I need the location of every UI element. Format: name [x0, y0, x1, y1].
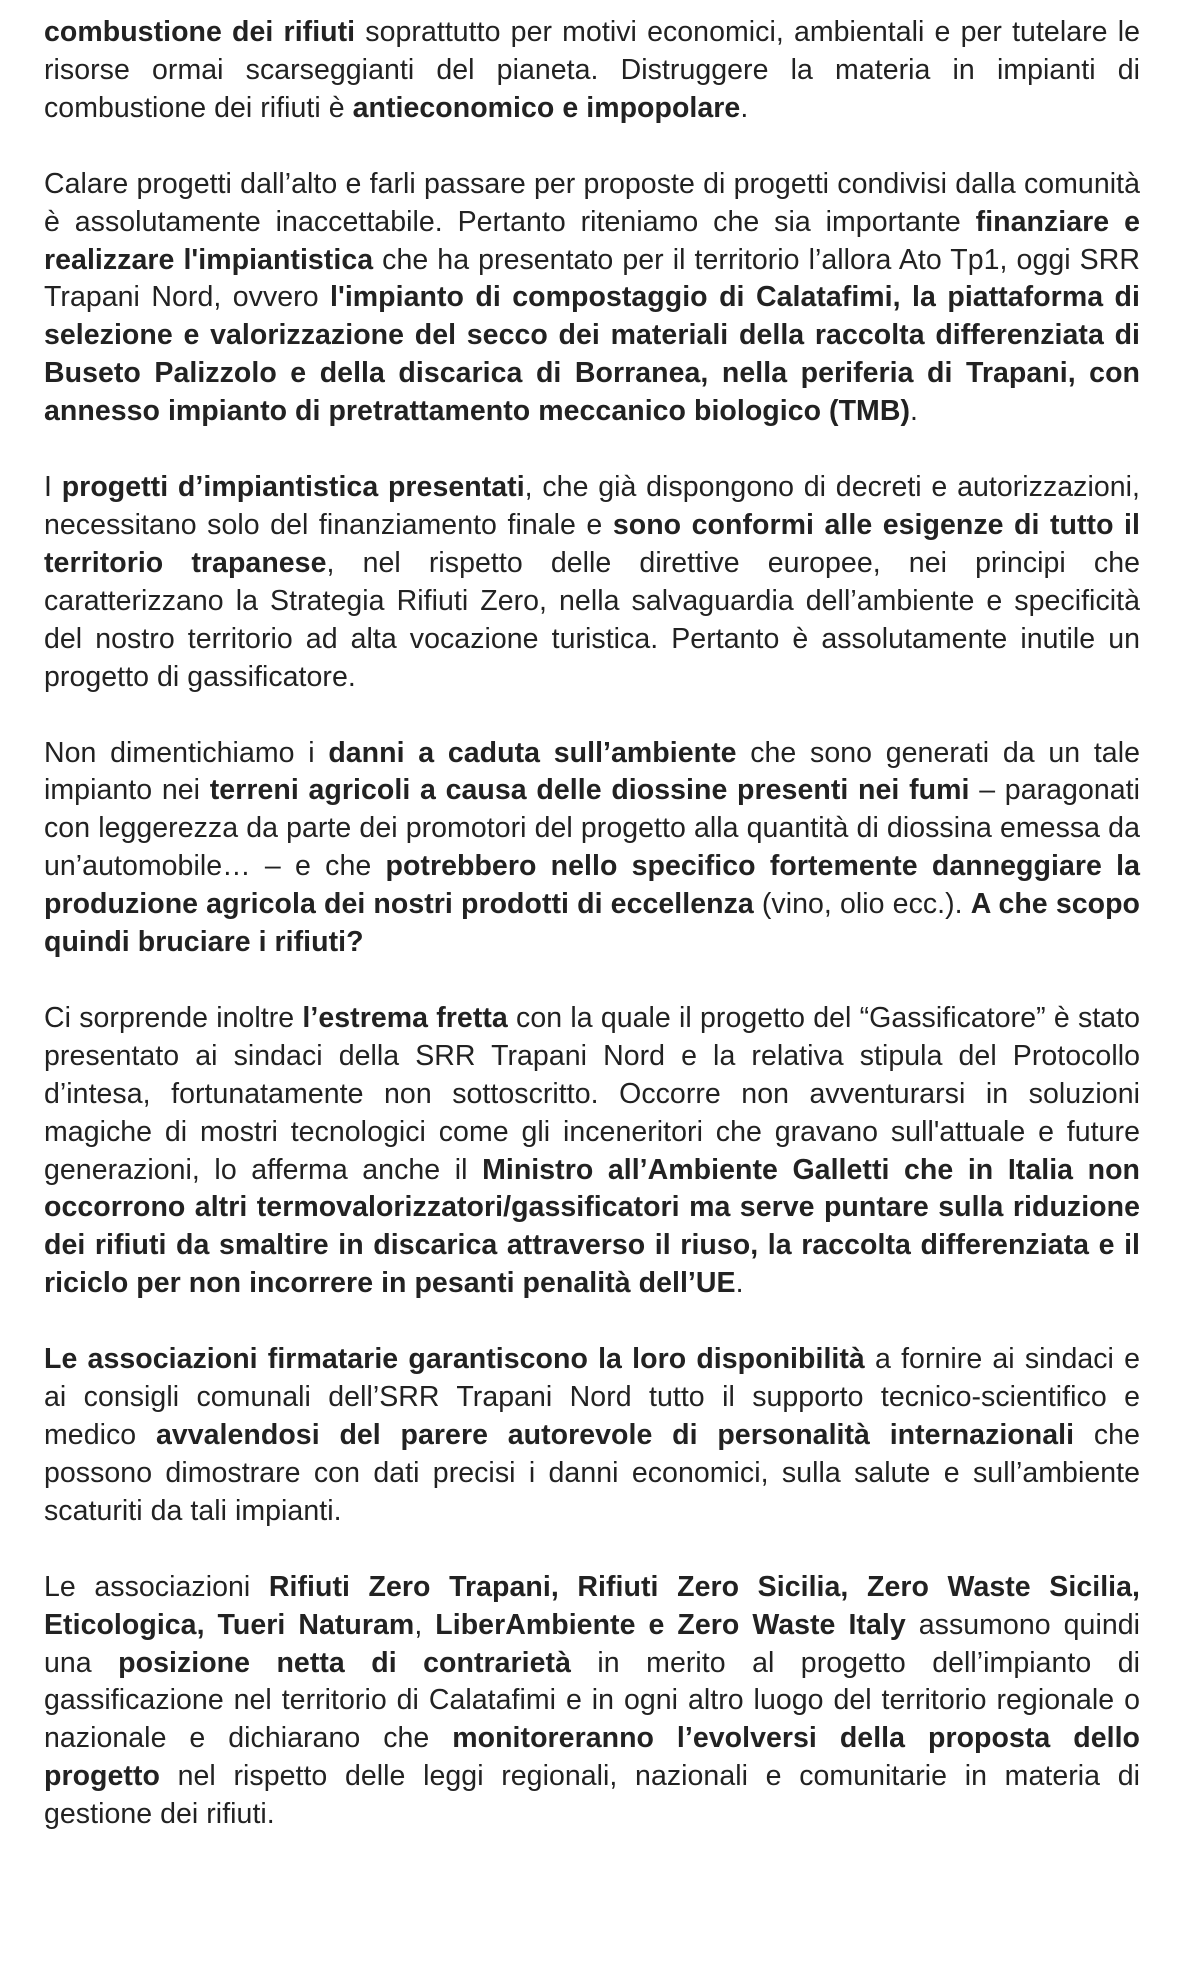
paragraph-disponibilita [44, 1341, 1140, 1531]
bold-text-segment: l'impianto di compostaggio di Calatafimi, la piattaforma di selezione e valorizzazione del secco dei materiali della raccolta differenziata di Buseto Palizzolo e della discarica di Borranea, nella periferia di Trapani, con annesso impianto di pretrattamento meccanico biologico (TMB) [44, 281, 1140, 428]
bold-text-segment: antieconomico e impopolare [352, 91, 741, 124]
bold-text-segment: LiberAmbiente e Zero Waste Italy [435, 1608, 906, 1641]
bold-text-segment: l’estrema fretta [302, 1001, 508, 1034]
text-segment: Non dimentichiamo i [44, 736, 329, 769]
text-segment: che ha presentato per il territorio l’allora Ato Tp1, oggi SRR Trapani Nord, ovvero [44, 243, 1140, 314]
bold-text-segment: sono conformi alle esigenze di tutto il territorio trapanese [44, 508, 1140, 579]
text-segment: Ci sorprende inoltre [44, 1001, 303, 1034]
text-segment: in merito al progetto dell’impianto di gassificazione nel territorio di Calatafimi e in ogni altro luogo del territorio regionale o nazionale e dichiarano che [44, 1646, 1141, 1755]
text-segment: . [740, 91, 749, 124]
text-segment: , [414, 1608, 436, 1641]
bold-text-segment: progetti d’impiantistica presentati [61, 471, 525, 504]
paragraph-progetti-presentati [44, 469, 1140, 696]
text-segment: , che già dispongono di decreti e autorizzazioni, necessitano solo del finanziamento finale e [44, 471, 1140, 541]
bold-text-segment: Ministro all’Ambiente Galletti che in Italia non occorrono altri termovalorizzatori/gassificatori ma serve puntare sulla riduzione dei rifiuti da smaltire in discarica attraverso il riuso, la raccolta differenziata e il riciclo per non incorrere in pesanti penalità dell’UE [44, 1153, 1140, 1300]
text-segment: I [44, 471, 62, 504]
text-segment: – paragonati con leggerezza da parte dei promotori del progetto alla quantità di diossina emessa da un’automobile… – e che [44, 774, 1141, 883]
paragraph-associazioni [44, 1569, 1140, 1834]
text-segment: Le associazioni [44, 1570, 269, 1603]
bold-text-segment: posizione netta di contrarietà [118, 1646, 571, 1679]
text-segment: a fornire ai sindaci e ai consigli comunali dell’SRR Trapani Nord tutto il supporto tecnico-scientifico e medico [44, 1343, 1140, 1451]
text-segment: (vino, olio ecc.). [753, 888, 971, 921]
bold-text-segment: finanziare e realizzare l'impiantistica [44, 205, 1140, 276]
bold-text-segment: Le associazioni firmatarie garantiscono la loro disponibilità [44, 1343, 865, 1376]
paragraph-impiantistica [44, 166, 1140, 431]
bold-text-segment: potrebbero nello specifico fortemente danneggiare la produzione agricola dei nostri prodotti di eccellenza [44, 850, 1140, 921]
document-page [44, 14, 1140, 1834]
paragraph-intro-continuation [44, 14, 1140, 128]
paragraph-estrema-fretta [44, 1000, 1140, 1303]
text-segment: nel rispetto delle leggi regionali, nazionali e comunitarie in materia di gestione dei rifiuti. [44, 1760, 1140, 1831]
bold-text-segment: combustione dei rifiuti [44, 16, 356, 48]
paragraph-danni-ambiente [44, 735, 1140, 962]
text-segment: che sono generati da un tale impianto nei [44, 736, 1140, 807]
text-segment: , nel rispetto delle direttive europee, nei principi che caratterizzano la Strategia Rifiuti Zero, nella salvaguardia dell’ambiente e specificità del nostro territorio ad alta vocazione turistica. Pertanto è assolutamente inutile un progetto di gassificatore. [44, 546, 1140, 693]
text-segment: soprattutto per motivi economici, ambientali e per tutelare le risorse ormai scarseggianti del pianeta. Distruggere la materia in impianti di combustione dei rifiuti è [44, 16, 1140, 124]
bold-text-segment: terreni agricoli a causa delle diossine presenti nei fumi [209, 774, 970, 807]
text-segment: . [910, 395, 918, 428]
bold-text-segment: A che scopo quindi bruciare i rifiuti? [44, 888, 1140, 959]
text-segment: assumono quindi una [44, 1608, 1141, 1679]
text-segment: con la quale il progetto del “Gassificatore” è stato presentato ai sindaci della SRR Trapani Nord e la relativa stipula del Protocollo d’intesa, fortunatamente non sottoscritto. Occorre non avventurarsi in soluzioni magiche di mostri tecnologici come gli inceneritori che gravano sull'attuale e future generazioni, lo afferma anche il [44, 1001, 1140, 1186]
bold-text-segment: monitoreranno l’evolversi della proposta dello progetto [44, 1722, 1140, 1793]
text-segment: che possono dimostrare con dati precisi i danni economici, sulla salute e sull’ambiente scaturiti da tali impianti. [44, 1419, 1140, 1527]
bold-text-segment: avvalendosi del parere autorevole di personalità internazionali [155, 1419, 1075, 1451]
bold-text-segment: danni a caduta sull’ambiente [328, 736, 737, 769]
text-segment: Calare progetti dall’alto e farli passare per proposte di progetti condivisi dalla comunità è assolutamente inaccettabile. Pertanto riteniamo che sia importante [44, 167, 1140, 238]
text-segment: . [735, 1267, 744, 1300]
bold-text-segment: Rifiuti Zero Trapani, Rifiuti Zero Sicilia, Zero Waste Sicilia, Eticologica, Tueri Naturam [44, 1570, 1140, 1641]
